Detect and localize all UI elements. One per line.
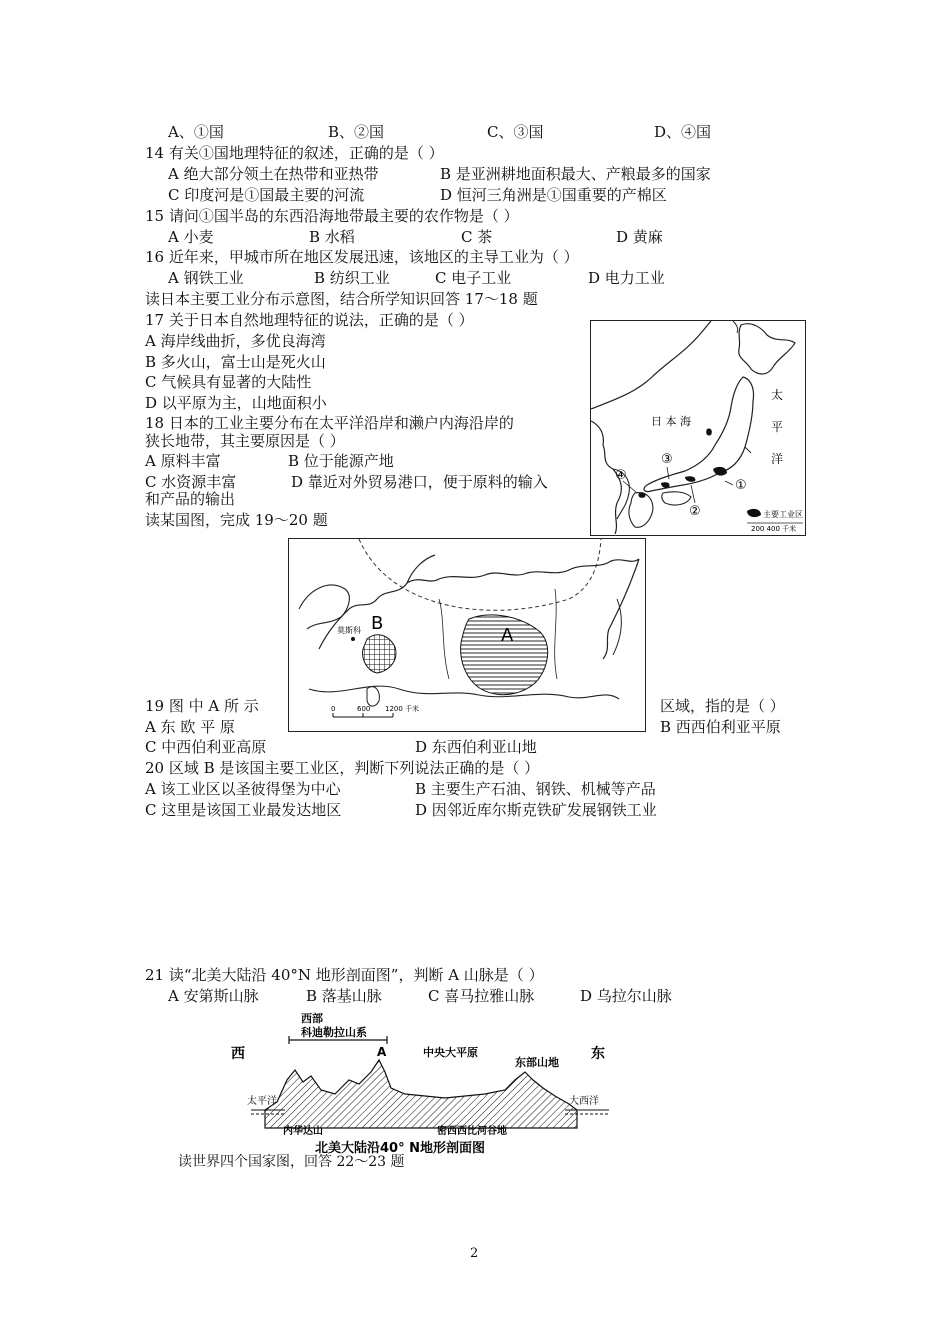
q20-option-b: B 主要生产石油、钢铁、机械等产品 — [415, 780, 656, 798]
q14-option-b: B 是亚洲耕地面积最大、产粮最多的国家 — [440, 165, 711, 183]
q18-stem-line1: 18 日本的工业主要分布在太平洋沿岸和濑户内海沿岸的 — [145, 414, 514, 432]
q17-option-c: C 气候具有显著的大陆性 — [145, 373, 312, 391]
q18-option-b: B 位于能源产地 — [288, 452, 394, 470]
profile-atlantic: 大西洋 — [569, 1096, 599, 1107]
q21-stem: 21 读“北美大陆沿 40°N 地形剖面图”，判断 A 山脉是（ ） — [145, 966, 544, 984]
q19-option-d: D 东西伯利亚山地 — [415, 738, 537, 756]
profile-cordillera-1: 西部 — [301, 1012, 323, 1025]
profile-mississippi: 密西西比河谷地 — [437, 1126, 507, 1137]
q15-option-a: A 小麦 — [168, 228, 214, 246]
intro-17-18: 读日本主要工业分布示意图，结合所学知识回答 17～18 题 — [145, 290, 538, 308]
q17-option-a: A 海岸线曲折，多优良海湾 — [145, 332, 326, 350]
q13-option-c: C、③国 — [487, 123, 544, 141]
scale-0: 0 — [331, 705, 336, 713]
q13-option-d: D、④国 — [654, 123, 712, 141]
q21-option-d: D 乌拉尔山脉 — [580, 987, 672, 1005]
marker-2: ② — [689, 504, 701, 519]
q14-option-a: A 绝大部分领土在热带和亚热带 — [168, 165, 379, 183]
scale-1200: 1200 千米 — [385, 705, 420, 713]
intro-19-20: 读某国图，完成 19～20 题 — [145, 511, 328, 529]
q19-option-b: B 西西伯利亚平原 — [660, 718, 781, 736]
pacific-label-1: 太 — [771, 388, 784, 402]
profile-pacific: 太平洋 — [247, 1096, 277, 1107]
q17-option-d: D 以平原为主，山地面积小 — [145, 394, 327, 412]
marker-4: ④ — [615, 468, 627, 483]
q19-option-a: A 东 欧 平 原 — [145, 718, 235, 736]
q20-option-c: C 这里是该国工业最发达地区 — [145, 801, 342, 819]
q20-option-a: A 该工业区以圣彼得堡为中心 — [145, 780, 341, 798]
q16-option-d: D 电力工业 — [588, 269, 665, 287]
q13-option-a: A、①国 — [168, 123, 224, 141]
q20-option-d: D 因邻近库尔斯克铁矿发展钢铁工业 — [415, 801, 657, 819]
intro-22-23: 读世界四个国家图，回答 22～23 题 — [178, 1154, 405, 1170]
q18-option-c: C 水资源丰富 — [145, 473, 237, 491]
russia-map — [288, 538, 646, 732]
japan-map-drawing — [591, 321, 804, 534]
legend-industry-label: 主要工业区 — [763, 510, 803, 519]
profile-west: 西 — [231, 1046, 245, 1062]
pacific-label-2: 平 — [771, 420, 784, 434]
legend-industry-swatch — [747, 509, 761, 517]
q17-option-b: B 多火山，富士山是死火山 — [145, 353, 326, 371]
q15-option-b: B 水稻 — [309, 228, 355, 246]
q18-option-a: A 原料丰富 — [145, 452, 221, 470]
profile-cordillera-2: 科迪勒拉山系 — [301, 1026, 367, 1039]
q20-stem: 20 区域 B 是该国主要工业区，判断下列说法正确的是（ ） — [145, 759, 540, 777]
japan-sea-label: 日 本 海 — [651, 415, 691, 428]
profile-peak-a: A — [377, 1045, 387, 1059]
moscow-dot — [351, 637, 355, 641]
page-number: 2 — [470, 1246, 479, 1261]
scale-600: 600 — [357, 705, 371, 713]
q19-option-c: C 中西伯利亚高原 — [145, 738, 267, 756]
region-a-label: A — [501, 625, 514, 646]
north-america-profile — [225, 1010, 625, 1160]
profile-east: 东 — [591, 1046, 605, 1062]
q16-stem: 16 近年来，甲城市所在地区发展迅速，该地区的主导工业为（ ） — [145, 248, 579, 266]
japan-industry-map — [590, 320, 806, 536]
profile-plain: 中央大平原 — [423, 1046, 478, 1059]
q17-stem: 17 关于日本自然地理特征的说法，正确的是（ ） — [145, 311, 474, 329]
russia-map-drawing — [289, 539, 644, 730]
profile-caption: 北美大陆沿40° N地形剖面图 — [315, 1141, 485, 1156]
q16-option-b: B 纺织工业 — [314, 269, 390, 287]
moscow-label: 莫斯科 — [337, 626, 361, 635]
region-b-label: B — [371, 613, 384, 634]
q18-stem-line2: 狭长地带，其主要原因是（ ） — [145, 432, 345, 450]
q14-option-d: D 恒河三角洲是①国重要的产棉区 — [440, 186, 667, 204]
profile-nevada: 内华达山 — [283, 1126, 323, 1137]
japan-map-scale: 200 400 千米 — [751, 525, 797, 533]
q21-option-a: A 安第斯山脉 — [168, 987, 259, 1005]
q18-option-d-line1: D 靠近对外贸易港口，便于原料的输入 — [291, 473, 548, 491]
q13-option-b: B、②国 — [328, 123, 385, 141]
q14-stem: 14 有关①国地理特征的叙述，正确的是（ ） — [145, 144, 444, 162]
q14-option-c: C 印度河是①国最主要的河流 — [168, 186, 365, 204]
q19-stem-left: 19 图 中 A 所 示 — [145, 697, 259, 715]
q19-stem-right: 区域，指的是（ ） — [660, 697, 785, 715]
q21-option-b: B 落基山脉 — [306, 987, 382, 1005]
q15-option-d: D 黄麻 — [616, 228, 663, 246]
q15-stem: 15 请问①国半岛的东西沿海地带最主要的农作物是（ ） — [145, 207, 519, 225]
pacific-label-3: 洋 — [771, 452, 784, 466]
profile-east-highland: 东部山地 — [515, 1056, 559, 1069]
marker-3: ③ — [661, 452, 673, 467]
q16-option-a: A 钢铁工业 — [168, 269, 244, 287]
q21-option-c: C 喜马拉雅山脉 — [428, 987, 535, 1005]
q18-option-d-line2: 和产品的输出 — [145, 490, 236, 508]
marker-1: ① — [735, 478, 747, 493]
q15-option-c: C 茶 — [461, 228, 493, 246]
q16-option-c: C 电子工业 — [435, 269, 512, 287]
